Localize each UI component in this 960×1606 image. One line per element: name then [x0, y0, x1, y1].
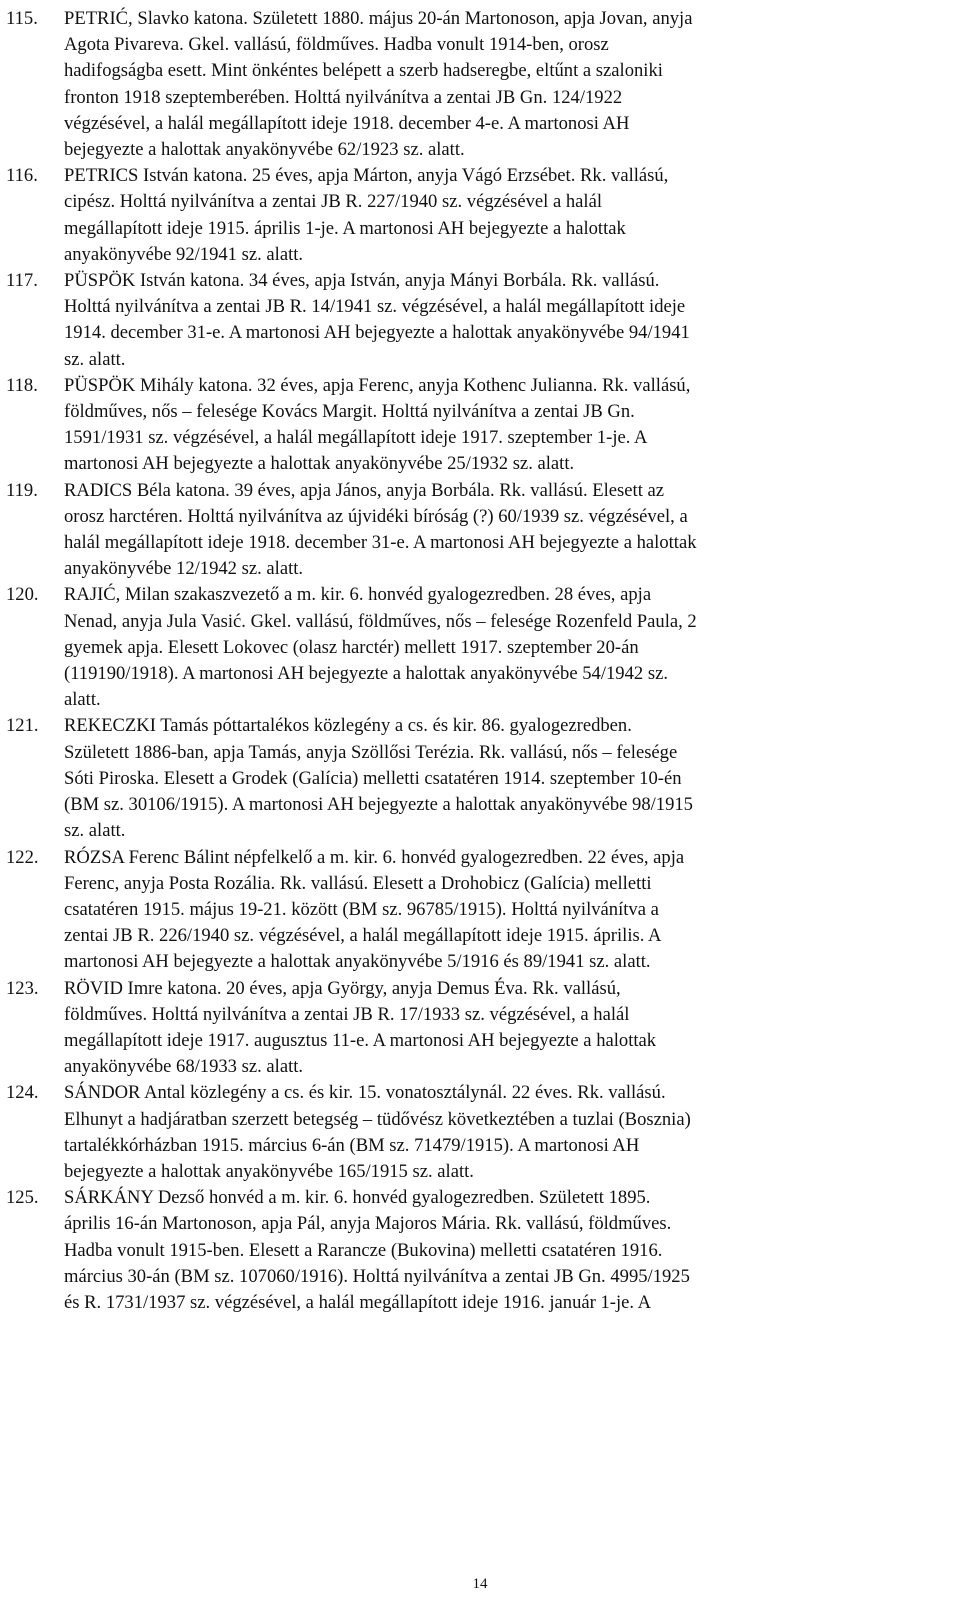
- entry-line: orosz harctéren. Holttá nyilvánítva az újvidéki bíróság (?) 60/1939 sz. végzésével, a: [64, 505, 688, 527]
- entry-line: sz. alatt.: [64, 348, 126, 370]
- entry-121: [0, 713, 960, 844]
- document-page: [0, 6, 960, 1316]
- entry-line: anyakönyvébe 92/1941 sz. alatt.: [64, 243, 304, 265]
- entry-line: SÁRKÁNY Dezső honvéd a m. kir. 6. honvéd gyalogezredben. Született 1895.: [64, 1187, 651, 1209]
- entry-line: RÓZSA Ferenc Bálint népfelkelő a m. kir. 6. honvéd gyalogezredben. 22 éves, apja: [64, 846, 685, 868]
- entry-line: és R. 1731/1937 sz. végzésével, a halál megállapított ideje 1916. január 1-je. A: [64, 1291, 652, 1313]
- entry-number: 123.: [6, 977, 39, 999]
- entry-line: sz. alatt.: [64, 820, 126, 842]
- entry-123: [0, 976, 960, 1081]
- entry-line: megállapított ideje 1915. április 1-je. A martonosi AH bejegyezte a halottak: [64, 217, 626, 239]
- entry-line: zentai JB R. 226/1940 sz. végzésével, a halál megállapított ideje 1915. április. A: [64, 925, 662, 947]
- entry-line: Elhunyt a hadjáratban szerzett betegség – tüdővész következtében a tuzlai (Bosznia): [64, 1108, 691, 1130]
- entry-number: 119.: [6, 479, 38, 501]
- entry-number: 121.: [6, 715, 39, 737]
- entry-124: [0, 1080, 960, 1185]
- entry-line: Született 1886-ban, apja Tamás, anyja Szöllősi Terézia. Rk. vallású, nős – felesége: [64, 741, 678, 763]
- entry-line: RAJIĆ, Milan szakaszvezető a m. kir. 6. honvéd gyalogezredben. 28 éves, apja: [64, 584, 652, 606]
- entry-number: 120.: [6, 584, 39, 606]
- entry-line: REKECZKI Tamás póttartalékos közlegény a cs. és kir. 86. gyalogezredben.: [64, 715, 632, 737]
- entry-line: PÜSPÖK Mihály katona. 32 éves, apja Ferenc, anyja Kothenc Julianna. Rk. vallású,: [64, 374, 691, 396]
- entry-line: végzésével, a halál megállapított ideje 1918. december 4-e. A martonosi AH: [64, 112, 630, 134]
- entry-119: [0, 478, 960, 583]
- entry-number: 115.: [6, 8, 38, 29]
- page-number: 14: [472, 1576, 488, 1592]
- entry-line: március 30-án (BM sz. 107060/1916). Holttá nyilvánítva a zentai JB Gn. 4995/1925: [64, 1265, 690, 1287]
- entry-line: (119190/1918). A martonosi AH bejegyezte a halottak anyakönyvébe 54/1942 sz.: [64, 663, 668, 685]
- entry-line: (BM sz. 30106/1915). A martonosi AH bejegyezte a halottak anyakönyvébe 98/1915: [64, 794, 693, 816]
- entry-number: 125.: [6, 1187, 39, 1209]
- entry-line: 1914. december 31-e. A martonosi AH bejegyezte a halottak anyakönyvébe 94/1941: [64, 322, 690, 344]
- entry-125: [0, 1185, 960, 1316]
- entry-line: április 16-án Martonoson, apja Pál, anyja Majoros Mária. Rk. vallású, földműves.: [64, 1213, 672, 1235]
- entry-number: 118.: [6, 374, 38, 396]
- entry-120: [0, 582, 960, 713]
- entry-line: 1591/1931 sz. végzésével, a halál megállapított ideje 1917. szeptember 1-je. A: [64, 427, 648, 449]
- entry-number: 122.: [6, 846, 39, 868]
- entry-line: PÜSPÖK István katona. 34 éves, apja István, anyja Mányi Borbála. Rk. vallású.: [64, 270, 660, 292]
- entry-line: megállapított ideje 1917. augusztus 11-e. A martonosi AH bejegyezte a halottak: [64, 1029, 657, 1051]
- entry-line: RÖVID Imre katona. 20 éves, apja György, anyja Demus Éva. Rk. vallású,: [64, 977, 621, 999]
- entry-122: [0, 845, 960, 976]
- entry-line: tartalékkórházban 1915. március 6-án (BM sz. 71479/1915). A martonosi AH: [64, 1134, 640, 1156]
- entry-line: Ferenc, anyja Posta Rozália. Rk. vallású. Elesett a Drohobicz (Galícia) melletti: [64, 872, 652, 894]
- entry-line: földműves, nős – felesége Kovács Margit. Holttá nyilvánítva a zentai JB Gn.: [64, 401, 635, 423]
- entry-line: anyakönyvébe 12/1942 sz. alatt.: [64, 558, 304, 580]
- entry-line: RADICS Béla katona. 39 éves, apja János, anyja Borbála. Rk. vallású. Elesett az: [64, 479, 665, 501]
- entry-line: martonosi AH bejegyezte a halottak anyakönyvébe 25/1932 sz. alatt.: [64, 453, 575, 475]
- entry-line: gyemek apja. Elesett Lokovec (olasz harctér) mellett 1917. szeptember 20-án: [64, 636, 639, 658]
- entry-115: [0, 6, 960, 163]
- entry-line: halál megállapított ideje 1918. december 31-e. A martonosi AH bejegyezte a halottak: [64, 532, 697, 554]
- entry-line: alatt.: [64, 689, 101, 711]
- entry-line: bejegyezte a halottak anyakönyvébe 165/1915 sz. alatt.: [64, 1160, 474, 1182]
- entry-number: 124.: [6, 1082, 39, 1104]
- entry-117: [0, 268, 960, 373]
- entry-line: Nenad, anyja Jula Vasić. Gkel. vallású, földműves, nős – felesége Rozenfeld Paula, 2: [64, 610, 697, 632]
- entry-line: martonosi AH bejegyezte a halottak anyakönyvébe 5/1916 és 89/1941 sz. alatt.: [64, 951, 651, 973]
- entry-line: SÁNDOR Antal közlegény a cs. és kir. 15. vonatosztálynál. 22 éves. Rk. vallású.: [64, 1082, 666, 1104]
- entry-line: bejegyezte a halottak anyakönyvébe 62/1923 sz. alatt.: [64, 139, 465, 161]
- entry-line: hadifogságba esett. Mint önkéntes belépett a szerb hadseregbe, eltűnt a szaloniki: [64, 60, 663, 82]
- entry-116: [0, 163, 960, 268]
- entry-line: földműves. Holttá nyilvánítva a zentai JB R. 17/1933 sz. végzésével, a halál: [64, 1003, 630, 1025]
- entry-line: Hadba vonult 1915-ben. Elesett a Rarancze (Bukovina) melletti csatatéren 1916.: [64, 1239, 663, 1261]
- entry-line: PETRICS István katona. 25 éves, apja Márton, anyja Vágó Erzsébet. Rk. vallású,: [64, 165, 669, 187]
- entry-line: anyakönyvébe 68/1933 sz. alatt.: [64, 1056, 304, 1078]
- entry-line: fronton 1918 szeptemberében. Holttá nyilvánítva a zentai JB Gn. 124/1922: [64, 86, 623, 108]
- entry-line: Agota Pivareva. Gkel. vallású, földműves. Hadba vonult 1914-ben, orosz: [64, 34, 609, 56]
- entry-number: 117.: [6, 270, 38, 292]
- entry-118: [0, 373, 960, 478]
- entry-line: Sóti Piroska. Elesett a Grodek (Galícia) melletti csatatéren 1914. szeptember 10-én: [64, 767, 682, 789]
- entry-line: PETRIĆ, Slavko katona. Született 1880. május 20-án Martonoson, apja Jovan, anyja: [64, 8, 693, 29]
- entry-line: csatatéren 1915. május 19-21. között (BM sz. 96785/1915). Holttá nyilvánítva a: [64, 898, 659, 920]
- entry-line: cipész. Holttá nyilvánítva a zentai JB R. 227/1940 sz. végzésével a halál: [64, 191, 603, 213]
- entry-line: Holttá nyilvánítva a zentai JB R. 14/1941 sz. végzésével, a halál megállapított ideje: [64, 296, 686, 318]
- entry-number: 116.: [6, 165, 38, 187]
